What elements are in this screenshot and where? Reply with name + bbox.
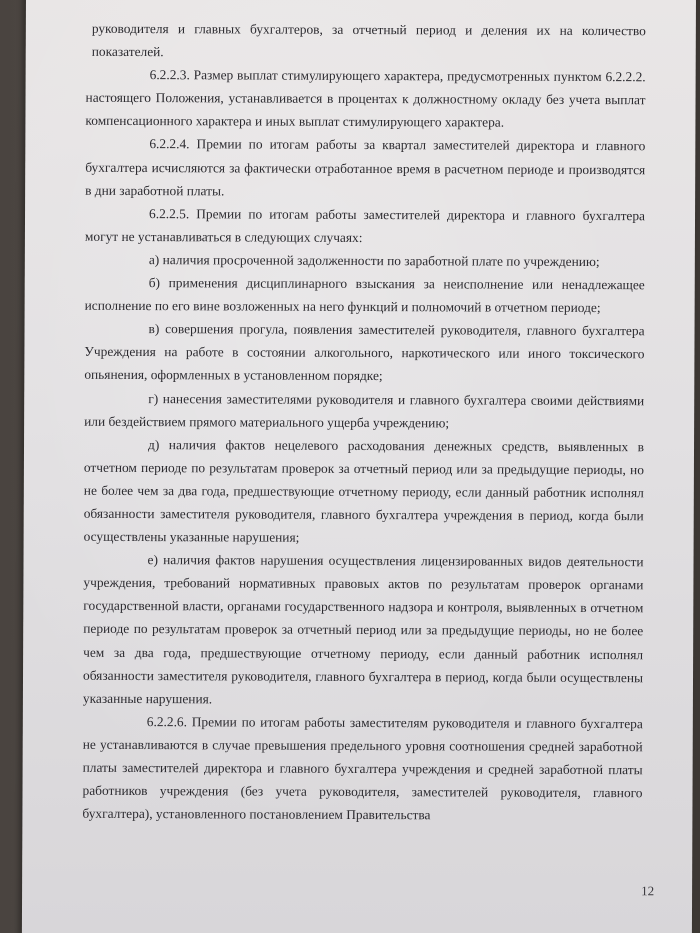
document-page bbox=[22, 0, 696, 933]
list-item-v: в) совершения прогула, появления заместителей руководителя, главного бухгалтера Учреждения на работе в состоянии алкогольного, наркотического или иного токсического опьянения, оформленных в установленном порядке; bbox=[84, 321, 645, 384]
paragraph-6-2-2-3: 6.2.2.3. Размер выплат стимулирующего характера, предусмотренных пунктом 6.2.2.2. настоящего Положения, устанавливается в процентах к должностному окладу без учета выплат компенсационного характера и иных выплат стимулирующего характера. bbox=[85, 67, 646, 131]
list-item-e: е) наличия фактов нарушения осуществления лицензированных видов деятельности учреждения, требований нормативных правовых актов по результатам проверок органами государственной власти, органами государственного надзора и контроля, выявленных в отчетном периоде по результатам проверок за отчетный период или за предыдущие периоды, но не более чем за два года, предшествующие отчетному периоду, если данный работник исполнял обязанности заместителя руководителя, главного бухгалтера в период, когда были осуществлены указанные нарушения. bbox=[82, 552, 644, 707]
list-item-d: д) наличия фактов нецелевого расходования денежных средств, выявленных в отчетном периоде по результатам проверок за отчетный период или за предыдущие периоды, но не более чем за два года, предшествующие отчетному периоду, если данный работник исполнял обязанности заместителя руководителя, главного бухгалтера учреждения в период, когда были осуществлены указанные нарушения; bbox=[83, 436, 645, 545]
paragraph-6-2-2-6: 6.2.2.6. Премии по итогам работы заместителям руководителя и главного бухгалтера не устанавливаются в случае превышения предельного уровня соотношения средней заработной платы заместителей директора и главного бухгалтера учреждения и средней заработной платы работников учреждения (без учета руководителя, заместителей руководителя, главного бухгалтера), установленного постановлением Правительства bbox=[82, 713, 643, 823]
paragraph-continuation: руководителя и главных бухгалтеров, за отчетный период и деления их на количество показателей. bbox=[91, 20, 646, 60]
list-item-b: б) применения дисциплинарного взыскания за неисполнение или ненадлежащее исполнение по его вине возложенных на него функций и полномочий в отчетном периоде; bbox=[84, 275, 645, 316]
document-body bbox=[82, 17, 646, 828]
paragraph-6-2-2-4: 6.2.2.4. Премии по итогам работы за квартал заместителей директора и главного бухгалтера исчисляются за фактически отработанное время в расчетном периоде и производятся в дни заработной платы. bbox=[85, 136, 646, 199]
paragraph-6-2-2-5: 6.2.2.5. Премии по итогам работы заместителей директора и главного бухгалтера могут не устанавливаться в следующих случаях: bbox=[84, 205, 646, 245]
list-item-g: г) нанесения заместителями руководителя и главного бухгалтера своими действиями или бездействием прямого материального ущерба учреждению; bbox=[84, 390, 645, 430]
page-number: 12 bbox=[641, 883, 655, 899]
list-item-a: а) наличия просроченной задолженности по заработной плате по учреждению; bbox=[148, 252, 600, 269]
